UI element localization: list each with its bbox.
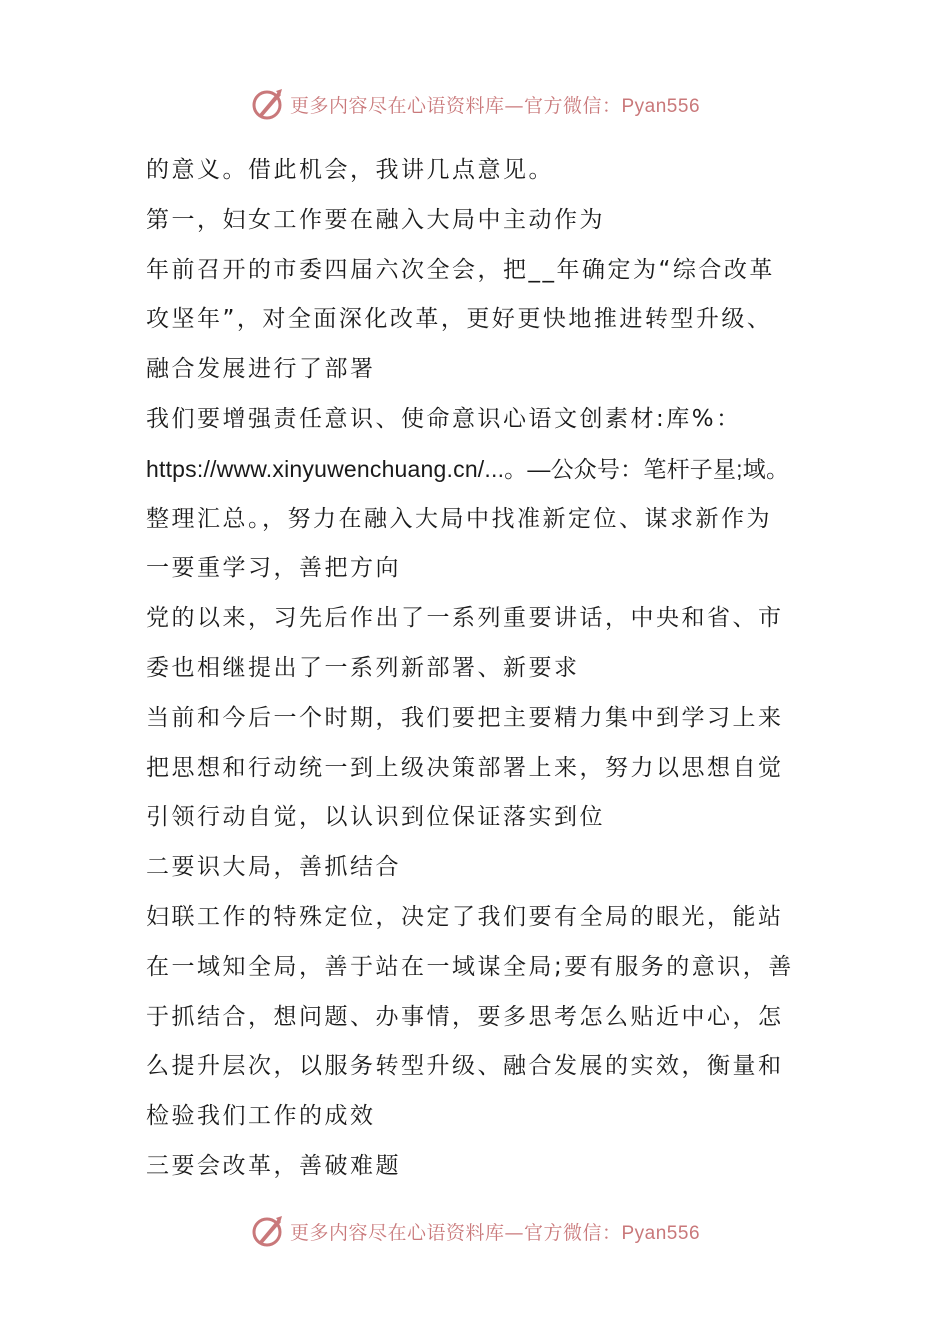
- text-line: 把思想和行动统一到上级决策部署上来，努力以思想自觉: [146, 754, 784, 781]
- text-line: 于抓结合，想问题、办事情，要多思考怎么贴近中心，怎: [146, 1003, 784, 1030]
- subheading: 二要识大局，善抓结合: [146, 854, 401, 881]
- text-line: 我们要增强责任意识、使命意识心语文创素材:库%：: [146, 405, 742, 432]
- banner-text: 更多内容尽在心语资料库—官方微信：Pyan556: [289, 1221, 701, 1244]
- section-heading: 第一，妇女工作要在融入大局中主动作为: [146, 206, 605, 233]
- text-line: 检验我们工作的成效: [146, 1103, 376, 1130]
- text-line: 在一域知全局，善于站在一域谋全局;要有服务的意识，善: [146, 953, 794, 980]
- text-line: 融合发展进行了部署: [146, 356, 376, 383]
- text-line: 妇联工作的特殊定位，决定了我们要有全局的眼光，能站: [146, 903, 784, 930]
- text-line: 整理汇总。，努力在融入大局中找准新定位、谋求新作为: [146, 505, 772, 532]
- wechat-id: Pyan556: [621, 1222, 701, 1244]
- text-line: 引领行动自觉，以认识到位保证落实到位: [146, 804, 605, 831]
- subheading: 三要会改革，善破难题: [146, 1152, 401, 1179]
- pen-logo-icon: [250, 86, 286, 122]
- text-line: 的意义。借此机会，我讲几点意见。: [146, 157, 554, 183]
- text-line: 年前召开的市委四届六次全会，把__年确定为“综合改革: [146, 256, 775, 283]
- subheading: 一要重学习，善把方向: [146, 555, 401, 582]
- wechat-id: Pyan556: [621, 95, 701, 117]
- text-line: 当前和今后一个时期，我们要把主要精力集中到学习上来: [146, 704, 784, 731]
- text-line: 党的以来，习先后作出了一系列重要讲话，中央和省、市: [146, 605, 784, 632]
- text-line: 委也相继提出了一系列新部署、新要求: [146, 654, 580, 681]
- pen-logo-icon: [250, 1213, 286, 1249]
- footer-banner: [0, 1211, 950, 1251]
- banner-text: 更多内容尽在心语资料库—官方微信：Pyan556: [289, 94, 701, 117]
- document-body: [146, 146, 826, 1192]
- text-line: 么提升层次，以服务转型升级、融合发展的实效，衡量和: [146, 1053, 784, 1080]
- text-line: 攻坚年”，对全面深化改革，更好更快地推进转型升级、: [146, 306, 773, 333]
- header-banner: [0, 84, 950, 124]
- url-line: https://www.xinyuwenchuang.cn/...。—公众号：笔杆子星;域。: [146, 455, 790, 482]
